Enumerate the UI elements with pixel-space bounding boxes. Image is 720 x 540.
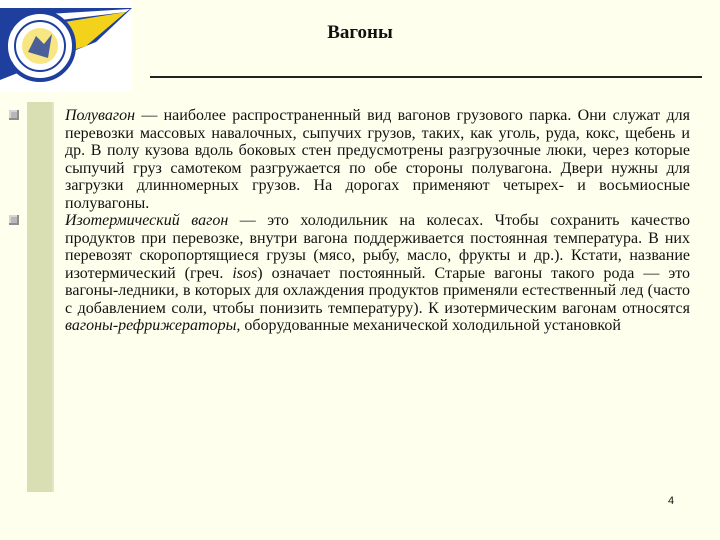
item-text: — наиболее распространенный вид вагонов грузового парка. Они служат для перевозки массовых навалочных, сыпучих грузов, таких, как уголь, руда, кокс, щебень и др. В полу кузова вдоль боковых стен предусмотрены разгрузочные люки, через которые сыпучий груз самотеком разгружается по обе стороны полувагона. Двери нужны для загрузки длинномерных грузов. На дорогах применяют четырех- и восьмиосные полувагоны. [65, 107, 690, 212]
logo [0, 0, 132, 92]
term-refrigerator-cars: вагоны-рефрижераторы, [65, 317, 241, 334]
title-divider [150, 76, 702, 78]
item-text: оборудованные механической холодильной установкой [240, 317, 621, 334]
bullet-square-icon [9, 215, 19, 225]
bullet-square-icon [9, 110, 19, 120]
page-number: 4 [668, 495, 675, 507]
left-decor-line [52, 102, 54, 492]
slide-body [65, 107, 690, 335]
item-text: — это холодильник на колесах. Чтобы сохранить качество продуктов при перевозке, внутри вагона поддерживается постоянная температура. В них перевозят скоропортящиеся грузы (мясо, рыбу, масло, фрукты и др.). Кстати, название изотермический (греч. [65, 212, 690, 282]
term-gondola-car: Полувагон [65, 107, 136, 124]
left-decor-panel [27, 102, 52, 492]
term-isothermal-car: Изотермический вагон [65, 212, 229, 229]
university-emblem-icon [0, 0, 132, 92]
greek-word: isos [232, 264, 258, 282]
item-text: ) означает постоянный. Старые вагоны такого рода — это вагоны-ледники, в которых для охлаждения продуктов применяли естественный лед (часто с добавлением соли, чтобы понизить температуру). К изотермическим вагонам относятся [65, 264, 690, 317]
slide-title: Вагоны [327, 22, 393, 43]
list-item [65, 107, 690, 212]
list-item [65, 212, 690, 335]
